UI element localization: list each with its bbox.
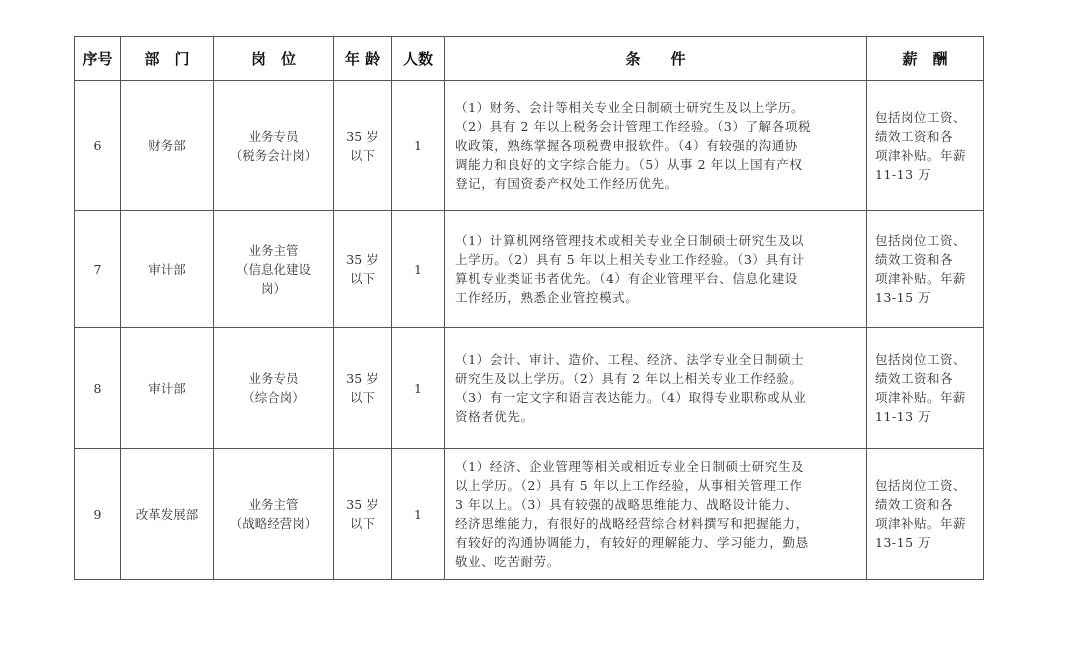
header-age: 年 龄 (334, 37, 392, 81)
condition-line: （1）经济、企业管理等相关或相近专业全日制硕士研究生及 (455, 459, 805, 474)
table-header-row (75, 37, 984, 81)
position-line: （综合岗） (242, 390, 305, 405)
salary-line: 绩效工资和各 (875, 497, 954, 512)
salary-line: 项津补贴。年薪 (875, 516, 967, 531)
position-line: 业务专员 (248, 128, 299, 144)
age-line: 35 岁 (346, 497, 379, 512)
cell-department: 财务部 (121, 81, 214, 211)
salary-line: 包括岗位工资、 (875, 109, 967, 125)
cell-count: 1 (392, 449, 445, 580)
cell-count: 1 (392, 328, 445, 449)
condition-line: （1）计算机网络管理技术或相关专业全日制硕士研究生及以 (455, 233, 805, 248)
cell-condition (445, 81, 867, 211)
cell-salary (867, 81, 984, 211)
age-line: 35 岁 (346, 252, 379, 267)
cell-count: 1 (392, 81, 445, 211)
cell-department: 改革发展部 (121, 449, 214, 580)
cell-age (334, 81, 392, 211)
cell-age (334, 449, 392, 580)
salary-line: 包括岗位工资、 (875, 233, 967, 248)
salary-line: 项津补贴。年薪 (875, 271, 967, 286)
header-department: 部 门 (121, 37, 214, 81)
cell-position (214, 328, 334, 449)
condition-line: 以上学历。（2）具有 5 年以上工作经验，从事相关管理工作 (455, 478, 803, 493)
cell-no: 8 (75, 328, 121, 449)
salary-line: 项津补贴。年薪 (875, 147, 967, 163)
cell-position (214, 449, 334, 580)
age-line: 35 岁 (346, 371, 379, 386)
condition-line: 登记，有国资委产权处工作经历优先。 (455, 176, 678, 191)
cell-no: 7 (75, 211, 121, 328)
condition-line: （1）会计、审计、造价、工程、经济、法学专业全日制硕士 (455, 352, 805, 367)
condition-line: （1）财务、会计等相关专业全日制硕士研究生及以上学历。 (455, 100, 805, 115)
salary-line: 绩效工资和各 (875, 371, 954, 386)
header-position: 岗 位 (214, 37, 334, 81)
age-line: 以下 (349, 271, 375, 286)
cell-salary (867, 449, 984, 580)
position-line: 岗） (260, 280, 286, 296)
cell-condition (445, 328, 867, 449)
age-line: 以下 (349, 390, 375, 405)
header-no: 序号 (75, 37, 121, 81)
cell-position (214, 211, 334, 328)
header-salary: 薪 酬 (867, 37, 984, 81)
condition-line: 敬业、吃苦耐劳。 (455, 554, 560, 569)
condition-line: 工作经历，熟悉企业管控模式。 (455, 290, 639, 305)
cell-no: 6 (75, 81, 121, 211)
cell-no: 9 (75, 449, 121, 580)
cell-department: 审计部 (121, 328, 214, 449)
cell-salary (867, 328, 984, 449)
cell-condition (445, 211, 867, 328)
salary-line: 11-13 万 (875, 409, 932, 424)
condition-line: 有较好的沟通协调能力，有较好的理解能力、学习能力，勤恳 (455, 535, 809, 550)
cell-department: 审计部 (121, 211, 214, 328)
header-count: 人数 (392, 37, 445, 81)
condition-line: 资格者优先。 (455, 409, 534, 424)
cell-position (214, 81, 334, 211)
salary-line: 包括岗位工资、 (875, 352, 967, 367)
cell-age (334, 328, 392, 449)
header-condition: 条 件 (445, 37, 867, 81)
cell-condition (445, 449, 867, 580)
condition-line: 调能力和良好的文字综合能力。（5）从事 2 年以上国有产权 (455, 157, 803, 172)
condition-line: （2）具有 2 年以上税务会计管理工作经验。（3）了解各项税 (455, 119, 812, 134)
age-line: 35 岁 (346, 128, 379, 144)
salary-line: 11-13 万 (875, 166, 932, 182)
cell-age (334, 211, 392, 328)
condition-line: 3 年以上。（3）具有较强的战略思维能力、战略设计能力、 (455, 497, 798, 512)
age-line: 以下 (349, 147, 375, 163)
table-row (75, 449, 984, 580)
table-row (75, 328, 984, 449)
table-row (75, 211, 984, 328)
cell-salary (867, 211, 984, 328)
table-row (75, 81, 984, 211)
condition-line: 经济思维能力，有很好的战略经营综合材料撰写和把握能力， (455, 516, 809, 531)
position-line: 业务专员 (248, 371, 299, 386)
condition-line: 算机专业类证书者优先。（4）有企业管理平台、信息化建设 (455, 271, 798, 286)
salary-line: 13-15 万 (875, 535, 932, 550)
salary-line: 包括岗位工资、 (875, 478, 967, 493)
salary-line: 绩效工资和各 (875, 252, 954, 267)
condition-line: （3）有一定文字和语言表达能力。（4）取得专业职称或从业 (455, 390, 807, 405)
condition-line: 收政策，熟练掌握各项税费申报软件。（4）有较强的沟通协 (455, 138, 798, 153)
position-line: 业务主管 (248, 497, 299, 512)
salary-line: 绩效工资和各 (875, 128, 954, 144)
position-line: （信息化建设 (235, 261, 311, 277)
position-line: （税务会计岗） (229, 147, 318, 163)
position-line: 业务主管 (248, 242, 299, 258)
age-line: 以下 (349, 516, 375, 531)
cell-count: 1 (392, 211, 445, 328)
condition-line: 上学历。（2）具有 5 年以上相关专业工作经验。（3）具有计 (455, 252, 805, 267)
position-line: （战略经营岗） (229, 516, 318, 531)
condition-line: 研究生及以上学历。（2）具有 2 年以上相关专业工作经验。 (455, 371, 803, 386)
salary-line: 项津补贴。年薪 (875, 390, 967, 405)
salary-line: 13-15 万 (875, 290, 932, 305)
job-table (74, 36, 984, 580)
